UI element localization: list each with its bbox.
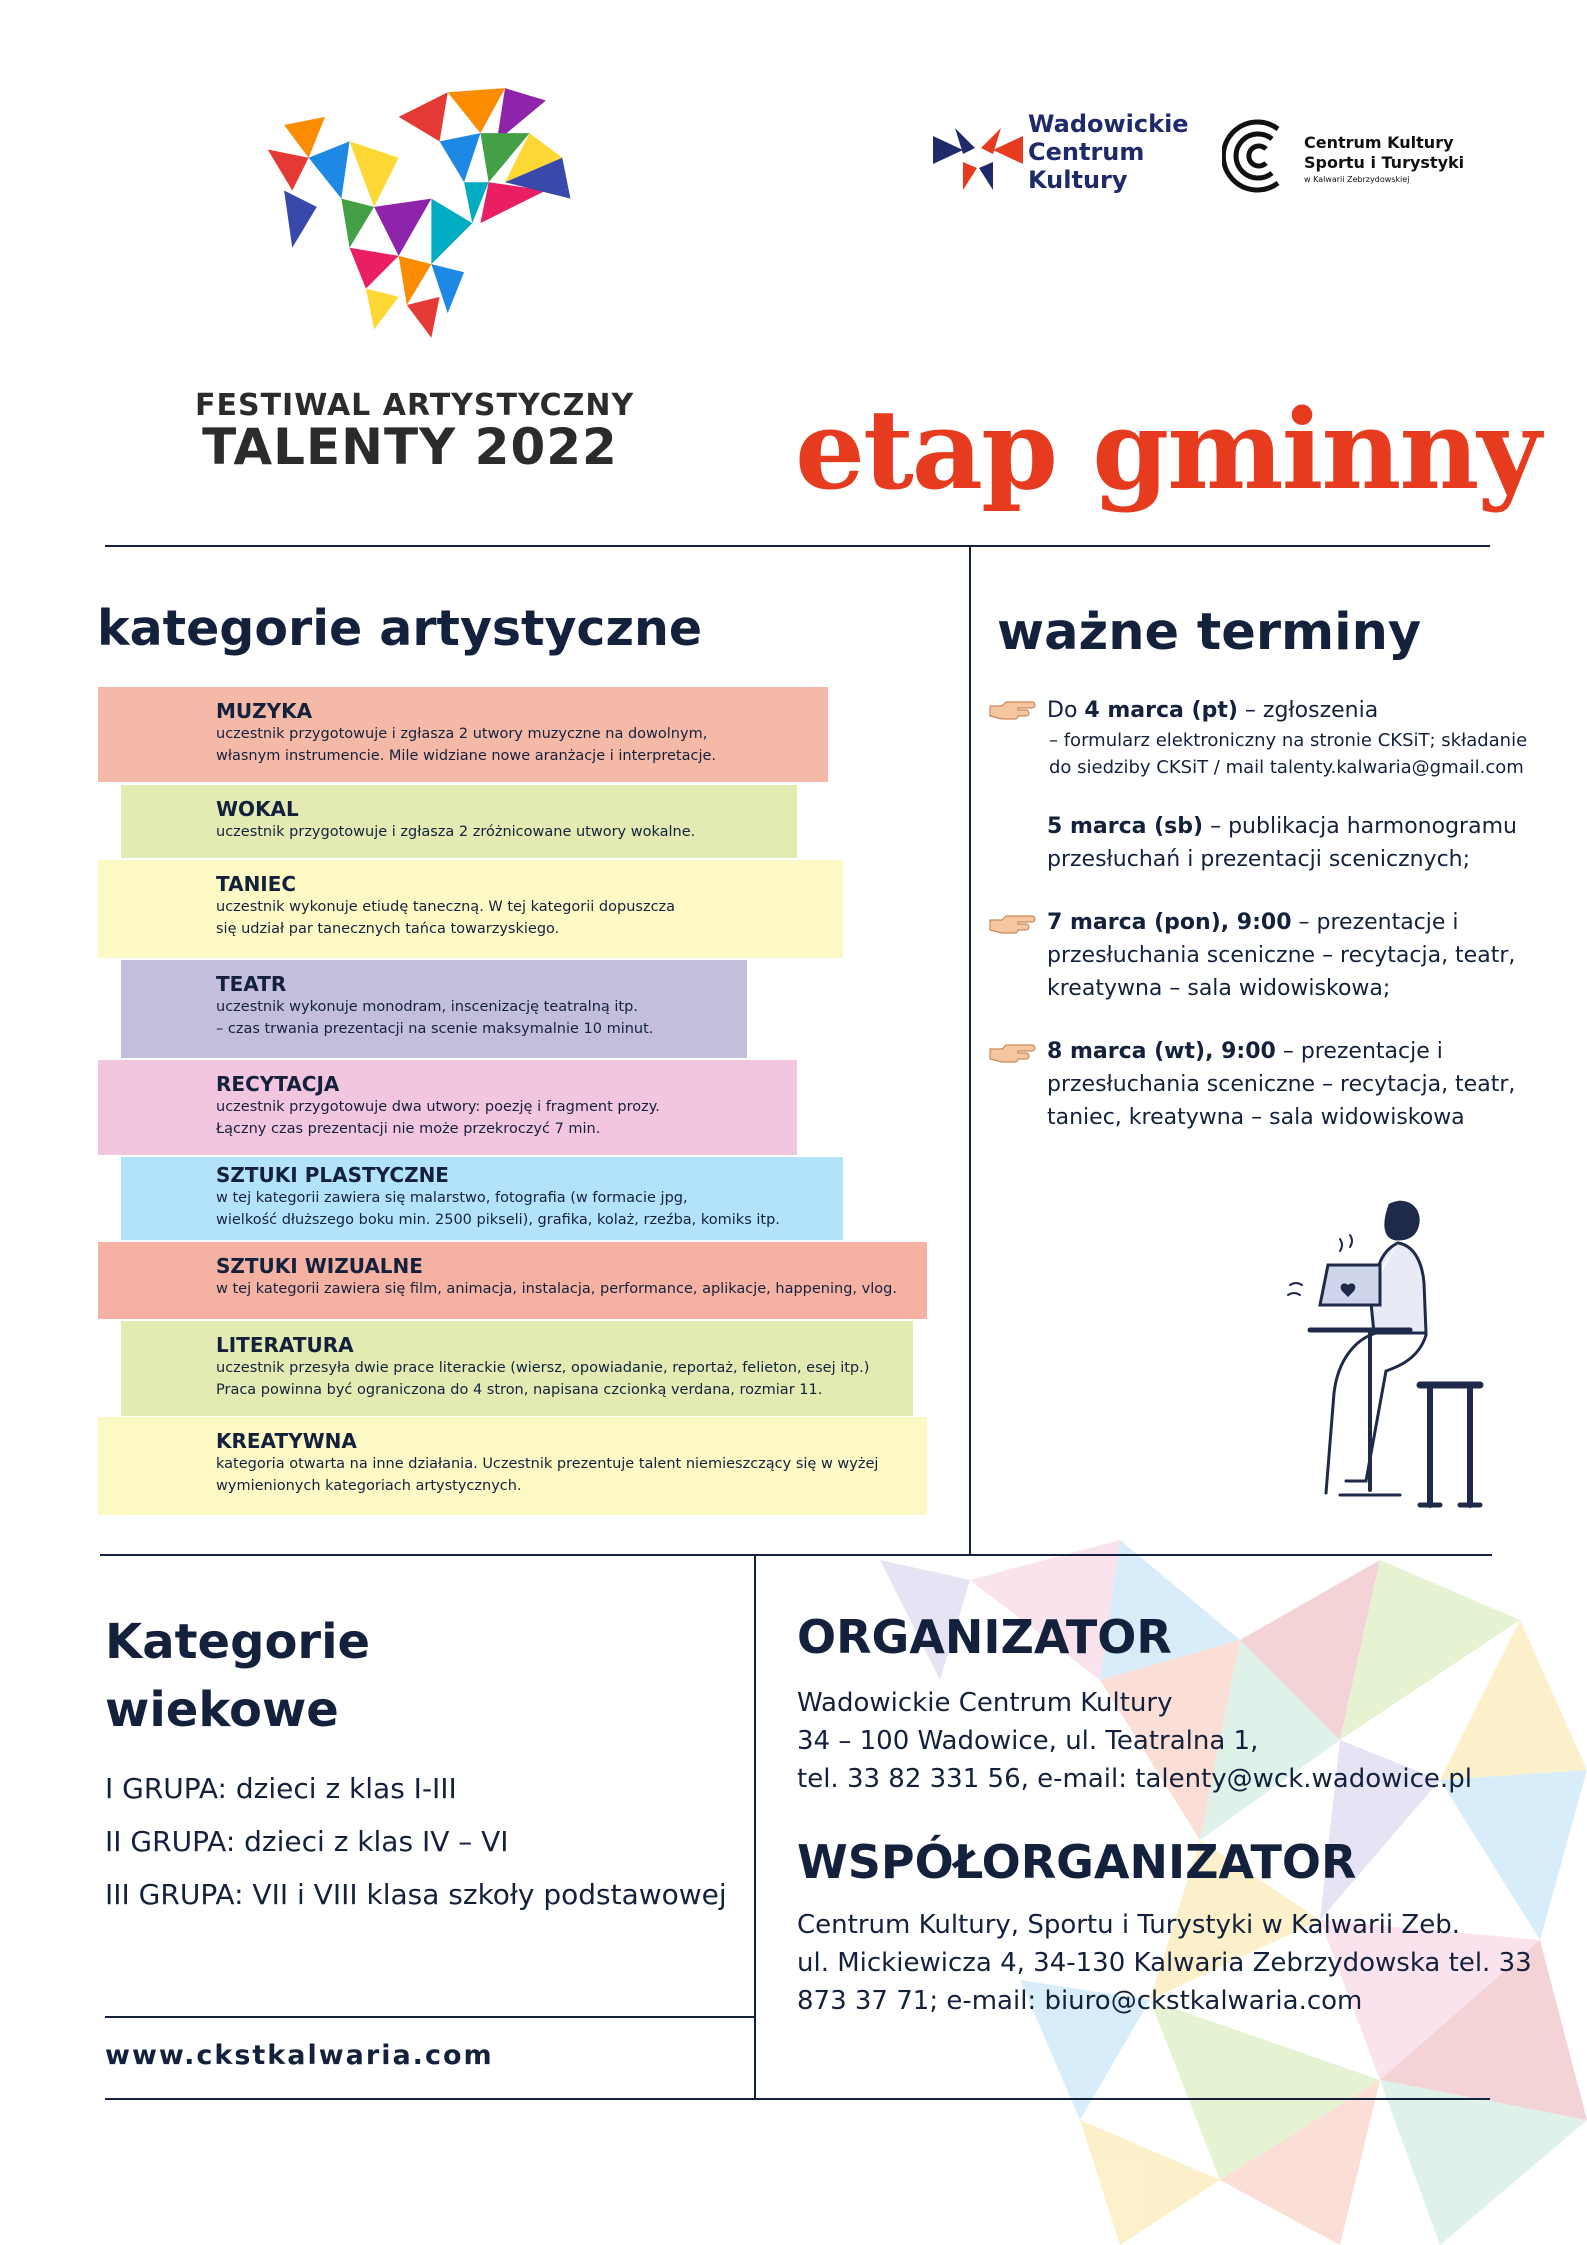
- category-desc: wielkość dłuższego boku min. 2500 pikseli), grafika, kolaż, rzeźba, komiks itp.: [216, 1212, 780, 1228]
- cksit-logo-line2: Sportu i Turystyki: [1304, 153, 1465, 172]
- category-name: SZTUKI WIZUALNE: [216, 1254, 423, 1278]
- category-name: KREATYWNA: [216, 1429, 357, 1453]
- date-bold: 4 marca (pt): [1084, 698, 1238, 723]
- date-entry-4: [1047, 1035, 1515, 1134]
- date-line: taniec, kreatywna – sala widowiskowa: [1047, 1105, 1465, 1130]
- category-name: WOKAL: [216, 797, 299, 821]
- category-desc: kategoria otwarta na inne działania. Uczestnik prezentuje talent niemieszczący się w wyżej: [216, 1456, 879, 1472]
- coorganizer-line: 873 37 71; e-mail: biuro@ckstkalwaria.com: [797, 1986, 1363, 2016]
- category-kreatywna: [98, 1417, 927, 1515]
- date-line: przesłuchań i prezentacji scenicznych;: [1047, 847, 1471, 872]
- festival-title-line1: FESTIWAL ARTYSTYCZNY: [195, 388, 635, 423]
- festival-pegasus-logo: [235, 55, 595, 375]
- category-desc: uczestnik przygotowuje dwa utwory: poezję i fragment prozy.: [216, 1099, 660, 1115]
- category-desc: uczestnik wykonuje etiudę taneczną. W tej kategorii dopuszcza: [216, 899, 676, 915]
- category-desc: Łączny czas prezentacji nie może przekroczyć 7 min.: [216, 1121, 601, 1137]
- age-group-1: I GRUPA: dzieci z klas I-III: [105, 1772, 457, 1805]
- wck-logo-line1: Wadowickie: [1028, 110, 1189, 138]
- category-name: SZTUKI PLASTYCZNE: [216, 1163, 449, 1187]
- category-name: TANIEC: [216, 872, 297, 896]
- cksit-logo-line1: Centrum Kultury: [1304, 133, 1454, 152]
- category-desc: uczestnik przygotowuje i zgłasza 2 zróżnicowane utwory wokalne.: [216, 824, 696, 840]
- category-teatr: [121, 960, 747, 1058]
- category-sztuki-plastyczne: [121, 1157, 843, 1240]
- pointing-hand-icon: [988, 700, 1036, 722]
- category-name: TEATR: [216, 972, 287, 996]
- organizer-line: Wadowickie Centrum Kultury: [797, 1688, 1173, 1718]
- mid-horizontal-divider: [100, 1554, 1492, 1556]
- bottom-vertical-divider: [754, 1556, 756, 2100]
- category-desc: własnym instrumencie. Mile widziane nowe aranżacje i interpretacje.: [216, 748, 717, 764]
- category-name: LITERATURA: [216, 1333, 354, 1357]
- category-desc: uczestnik wykonuje monodram, inscenizację teatralną itp.: [216, 999, 638, 1015]
- coorganizer-line: ul. Mickiewicza 4, 34-130 Kalwaria Zebrzydowska tel. 33: [797, 1948, 1532, 1978]
- woman-laptop-illustration: [1280, 1195, 1500, 1525]
- date-bold: 5 marca (sb): [1047, 814, 1204, 839]
- category-desc: w tej kategorii zawiera się malarstwo, fotografia (w formacie jpg,: [216, 1190, 688, 1206]
- pointing-hand-icon: [988, 914, 1036, 936]
- organizer-line: tel. 33 82 331 56, e-mail: talenty@wck.wadowice.pl: [797, 1764, 1472, 1794]
- date-line: przesłuchania sceniczne – recytacja, teatr,: [1047, 943, 1516, 968]
- organizer-title: ORGANIZATOR: [797, 1610, 1172, 1664]
- main-heading: etap gminny: [795, 385, 1540, 514]
- middle-vertical-divider: [969, 545, 971, 1555]
- wck-arrows-icon: [933, 118, 1023, 198]
- age-group-3: III GRUPA: VII i VIII klasa szkoły podstawowej: [105, 1878, 727, 1911]
- age-group-2: II GRUPA: dzieci z klas IV – VI: [105, 1825, 509, 1858]
- category-name: RECYTACJA: [216, 1072, 340, 1096]
- date-detail: do siedziby CKSiT / mail talenty.kalwaria@gmail.com: [1049, 757, 1524, 778]
- date-entry-2: [1047, 810, 1517, 876]
- website-divider: [105, 2016, 756, 2018]
- date-rest: – prezentacje i: [1275, 1039, 1443, 1064]
- category-recytacja: [98, 1060, 797, 1155]
- wck-logo-line2: Centrum: [1028, 138, 1145, 166]
- dates-title: ważne terminy: [997, 603, 1422, 662]
- category-name: MUZYKA: [216, 699, 313, 723]
- website-link[interactable]: www.ckstkalwaria.com: [105, 2040, 494, 2071]
- date-line: przesłuchania sceniczne – recytacja, teatr,: [1047, 1072, 1516, 1097]
- age-title-line2: wiekowe: [105, 1682, 339, 1738]
- date-rest: – prezentacje i: [1291, 910, 1459, 935]
- organizer-line: 34 – 100 Wadowice, ul. Teatralna 1,: [797, 1726, 1259, 1756]
- pointing-hand-icon: [988, 1043, 1036, 1065]
- category-desc: uczestnik przesyła dwie prace literackie (wiersz, opowiadanie, reportaż, felieton, esej itp.): [216, 1360, 870, 1376]
- date-rest: – zgłoszenia: [1237, 698, 1379, 723]
- date-bold: 8 marca (wt), 9:00: [1047, 1039, 1276, 1064]
- date-prefix: Do: [1047, 698, 1085, 723]
- category-desc: w tej kategorii zawiera się film, animacja, instalacja, performance, aplikacje, happening, vlog.: [216, 1281, 897, 1297]
- category-desc: wymienionych kategoriach artystycznych.: [216, 1478, 522, 1494]
- bottom-divider: [105, 2098, 1490, 2100]
- category-desc: się udział par tanecznych tańca towarzyskiego.: [216, 921, 560, 937]
- category-taniec: [98, 860, 843, 958]
- cksit-c-icon: [1222, 115, 1292, 197]
- coorganizer-title: WSPÓŁORGANIZATOR: [797, 1835, 1357, 1889]
- date-entry-3: [1047, 906, 1515, 1005]
- age-title-line1: Kategorie: [105, 1614, 371, 1670]
- festival-title-line2: TALENTY 2022: [202, 418, 618, 476]
- cksit-logo-small: w Kalwarii Zebrzydowskiej: [1304, 175, 1410, 184]
- category-muzyka: [98, 687, 828, 782]
- age-categories-title: [105, 1608, 370, 1744]
- coorganizer-line: Centrum Kultury, Sportu i Turystyki w Kalwarii Zeb.: [797, 1910, 1460, 1940]
- date-rest: – publikacja harmonogramu: [1203, 814, 1517, 839]
- wck-logo-line3: Kultury: [1028, 166, 1128, 194]
- category-sztuki-wizualne: [98, 1242, 927, 1319]
- category-desc: Praca powinna być ograniczona do 4 stron, napisana czcionką verdana, rozmiar 11.: [216, 1382, 823, 1398]
- category-literatura: [121, 1321, 913, 1416]
- category-desc: uczestnik przygotowuje i zgłasza 2 utwory muzyczne na dowolnym,: [216, 726, 708, 742]
- cksit-logo: [1222, 115, 1522, 205]
- category-wokal: [121, 785, 797, 858]
- date-bold: 7 marca (pon), 9:00: [1047, 910, 1292, 935]
- top-divider: [105, 545, 1490, 547]
- date-detail: – formularz elektroniczny na stronie CKSiT; składanie: [1049, 730, 1528, 751]
- categories-title: kategorie artystyczne: [97, 600, 703, 657]
- category-desc: – czas trwania prezentacji na scenie maksymalnie 10 minut.: [216, 1021, 654, 1037]
- wck-logo: [933, 110, 1189, 200]
- date-line: kreatywna – sala widowiskowa;: [1047, 976, 1391, 1001]
- date-entry-1: [1047, 694, 1527, 781]
